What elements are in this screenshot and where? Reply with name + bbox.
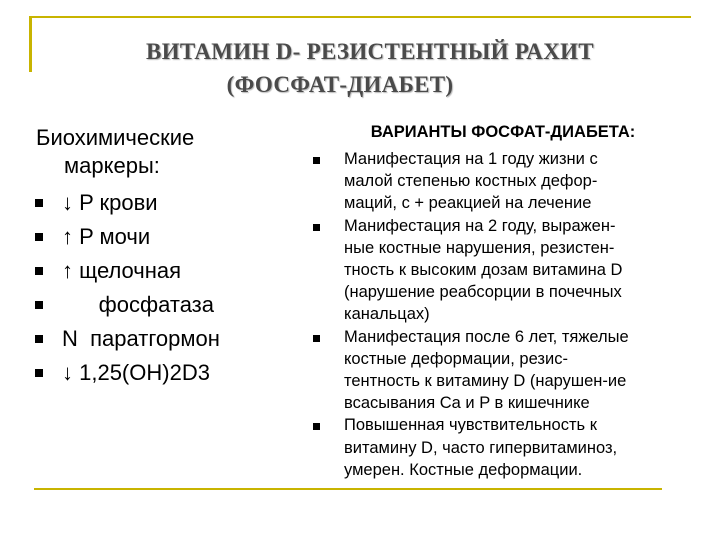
- square-bullet-icon: [313, 423, 320, 430]
- marker-text: ↑ P мочи: [62, 224, 151, 249]
- variant-text-line: маций, с + реакцией на лечение: [344, 194, 592, 213]
- markers-heading-line1: Биохимические: [36, 125, 195, 150]
- square-bullet-icon: [35, 301, 43, 309]
- variants-heading: ВАРИАНТЫ ФОСФАТ-ДИАБЕТА:: [370, 123, 636, 141]
- slide-title-line1: ВИТАМИН D- РЕЗИСТЕНТНЫЙ РАХИТ: [146, 39, 594, 64]
- square-bullet-icon: [313, 157, 320, 164]
- variant-item: [310, 414, 690, 481]
- markers-heading-line2: маркеры:: [64, 153, 160, 178]
- marker-text: ↓ P крови: [62, 190, 158, 215]
- variants-list: [310, 148, 690, 481]
- square-bullet-icon: [35, 199, 43, 207]
- variant-item: [310, 326, 690, 415]
- decor-top-line: [29, 16, 691, 18]
- square-bullet-icon: [313, 224, 320, 231]
- square-bullet-icon: [313, 335, 320, 342]
- square-bullet-icon: [35, 233, 43, 241]
- marker-item: [32, 254, 220, 288]
- marker-item: [32, 220, 220, 254]
- variant-item: [310, 148, 690, 215]
- variant-text-line: малой степенью костных дефор-: [344, 172, 598, 191]
- variant-text-line: Манифестация после 6 лет, тяжелые: [344, 327, 629, 346]
- variant-text-line: Манифестация на 2 году, выражен-: [344, 216, 616, 235]
- variant-text-line: тентность к витамину D (нарушен-ие: [344, 372, 627, 391]
- variant-text-line: (нарушение реабсорции в почечных: [344, 283, 622, 302]
- decor-bottom-line: [34, 488, 662, 490]
- square-bullet-icon: [35, 335, 43, 343]
- variant-text-line: Повышенная чувствительность к: [344, 416, 597, 435]
- variant-text-line: канальцах): [344, 305, 430, 324]
- square-bullet-icon: [35, 369, 43, 377]
- variant-text-line: всасывания Ca и P в кишечнике: [344, 394, 590, 413]
- variant-text-line: умерен. Костные деформации.: [344, 460, 583, 479]
- markers-list: [32, 186, 220, 390]
- marker-text: фосфатаза: [62, 292, 215, 317]
- variant-text-line: витамину D, часто гипервитаминоз,: [344, 438, 618, 457]
- variant-text-line: Манифестация на 1 году жизни с: [344, 150, 598, 168]
- marker-item: [32, 356, 220, 390]
- marker-item: [32, 288, 220, 322]
- marker-text: ↑ щелочная: [62, 258, 182, 283]
- variant-text-line: ные костные нарушения, резистен-: [344, 238, 615, 257]
- square-bullet-icon: [35, 267, 43, 275]
- markers-heading: [36, 124, 296, 180]
- decor-vertical-line: [29, 16, 32, 72]
- variant-item: [310, 215, 690, 326]
- marker-item: [32, 186, 220, 220]
- marker-text: N паратгормон: [62, 326, 220, 351]
- slide-title-line2: (ФОСФАТ-ДИАБЕТ): [226, 72, 454, 97]
- marker-item: [32, 322, 220, 356]
- marker-text: ↓ 1,25(OH)2D3: [62, 360, 210, 385]
- variant-text-line: костные деформации, резис-: [344, 349, 568, 368]
- variant-text-line: тность к высоким дозам витамина D: [344, 261, 623, 280]
